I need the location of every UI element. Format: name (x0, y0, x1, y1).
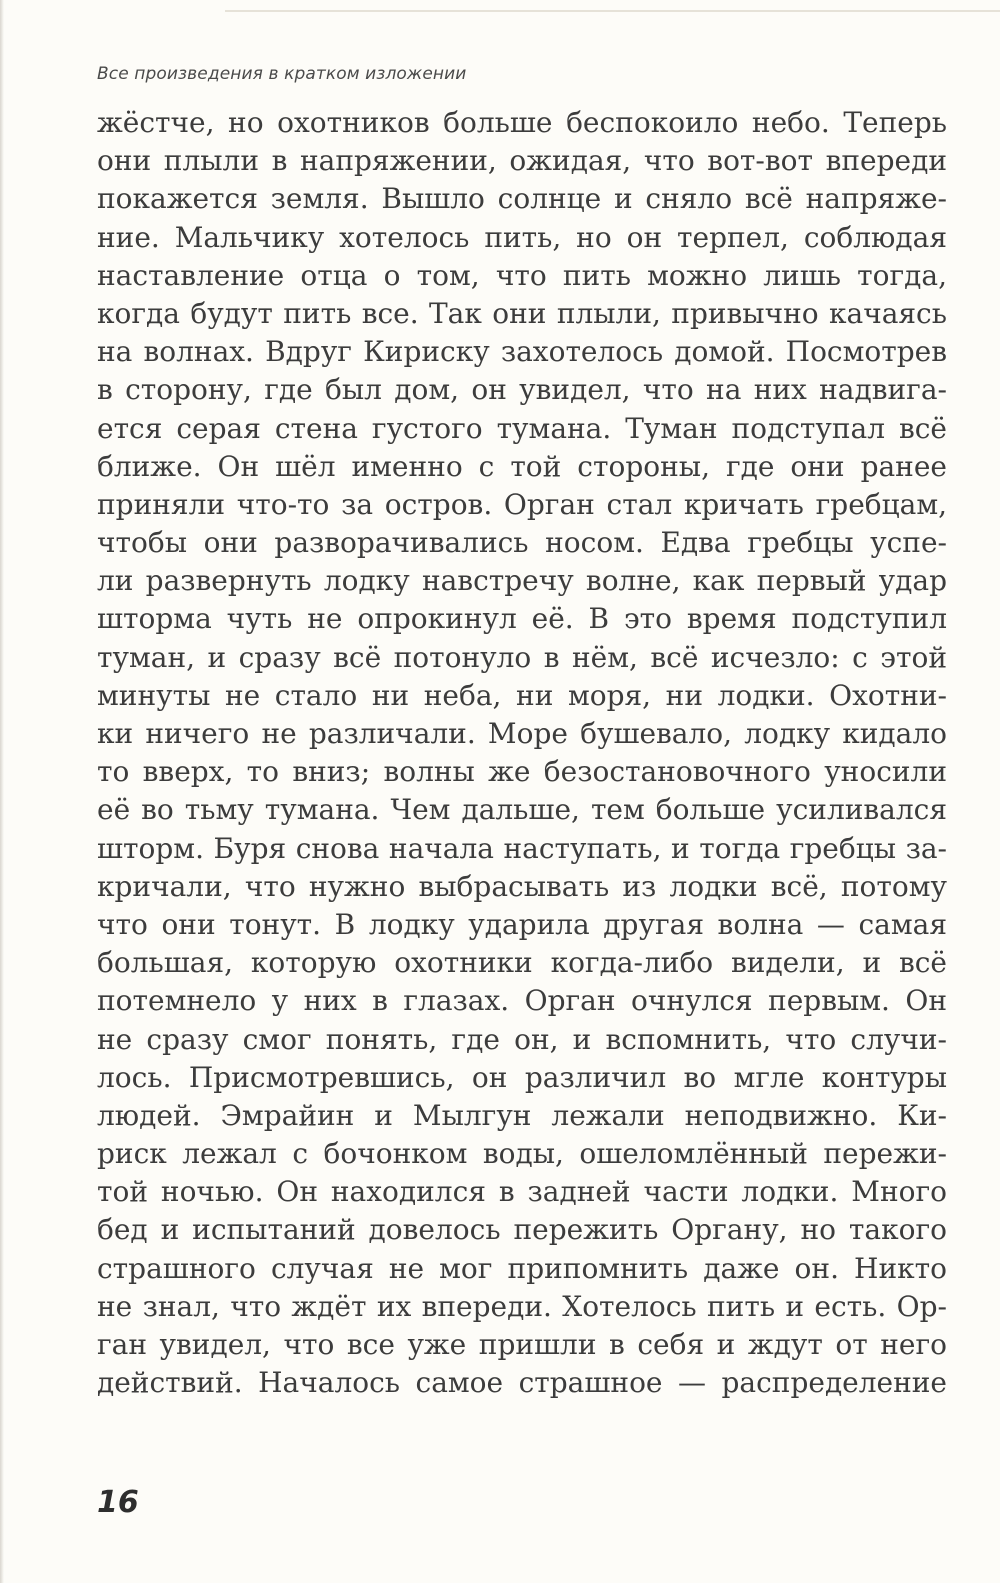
text-line: кричали, что нужно выбрасывать из лодки всё, потому (97, 869, 947, 903)
text-line: они плыли в напряжении, ожидая, что вот-вот впереди (97, 144, 947, 178)
text-line: ки ничего не различали. Море бушевало, лодку кидало (97, 717, 947, 750)
text-line: большая, которую охотники когда-либо видели, и всё (97, 946, 947, 980)
text-line: бед и испытаний довелось пережить Органу, но такого (97, 1213, 947, 1247)
text-line: чтобы они разворачивались носом. Едва гребцы успе- (97, 526, 947, 560)
text-line: шторма чуть не опрокинул её. В это время подступил (97, 602, 947, 636)
text-line: приняли что-то за остров. Орган стал кричать гребцам, (97, 487, 947, 521)
text-line: на волнах. Вдруг Кириску захотелось домой. Посмотрев (97, 335, 947, 369)
text-line: потемнело у них в глазах. Орган очнулся первым. Он (97, 984, 947, 1018)
body-text (97, 104, 947, 1402)
text-line: не сразу смог понять, где он, и вспомнить, что случи- (97, 1022, 947, 1056)
text-line: покажется земля. Вышло солнце и сняло всё напряже- (97, 182, 947, 216)
page-number: 16 (97, 1485, 139, 1520)
text-line: людей. Эмрайин и Мылгун лежали неподвижно. Ки- (97, 1098, 947, 1132)
text-line: её во тьму тумана. Чем дальше, тем больше усиливался (97, 793, 947, 827)
text-line: лось. Присмотревшись, он различил во мгле контуры (97, 1060, 947, 1094)
text-line: шторм. Буря снова начала наступать, и тогда гребцы за- (97, 831, 947, 865)
text-line: страшного случая не мог припомнить даже он. Никто (97, 1251, 947, 1285)
text-line: что они тонут. В лодку ударила другая волна — самая (97, 907, 947, 941)
text-line: ган увидел, что все уже пришли в себя и ждут от него (97, 1328, 947, 1361)
text-line: туман, и сразу всё потонуло в нём, всё исчезло: с этой (97, 640, 947, 674)
text-line: минуты не стало ни неба, ни моря, ни лодки. Охотни- (97, 678, 947, 712)
page-edge-shadow (0, 0, 4, 1583)
text-line: ближе. Он шёл именно с той стороны, где они ранее (97, 449, 947, 483)
text-line: ние. Мальчику хотелось пить, но он терпел, соблюдая (97, 220, 947, 254)
text-line: действий. Началось самое страшное — распределение (97, 1366, 947, 1400)
text-line: не знал, что ждёт их впереди. Хотелось пить и есть. Ор- (97, 1289, 947, 1323)
text-line: в сторону, где был дом, он увидел, что на них надвига- (97, 373, 947, 407)
text-line: риск лежал с бочонком воды, ошеломлённый пережи- (97, 1137, 947, 1171)
text-line: наставление отца о том, что пить можно лишь тогда, (97, 258, 947, 292)
header-rule (225, 10, 1000, 12)
text-line: жёстче, но охотников больше беспокоило небо. Теперь (97, 106, 947, 139)
text-line: ется серая стена густого тумана. Туман подступал всё (97, 411, 947, 445)
text-line: когда будут пить все. Так они плыли, привычно качаясь (97, 296, 947, 330)
text-line: той ночью. Он находился в задней части лодки. Много (97, 1175, 947, 1209)
running-head: Все произведения в кратком изложении (97, 64, 467, 84)
text-line: то вверх, то вниз; волны же безостановочного уносили (97, 755, 947, 789)
text-line: ли развернуть лодку навстречу волне, как первый удар (97, 564, 947, 598)
